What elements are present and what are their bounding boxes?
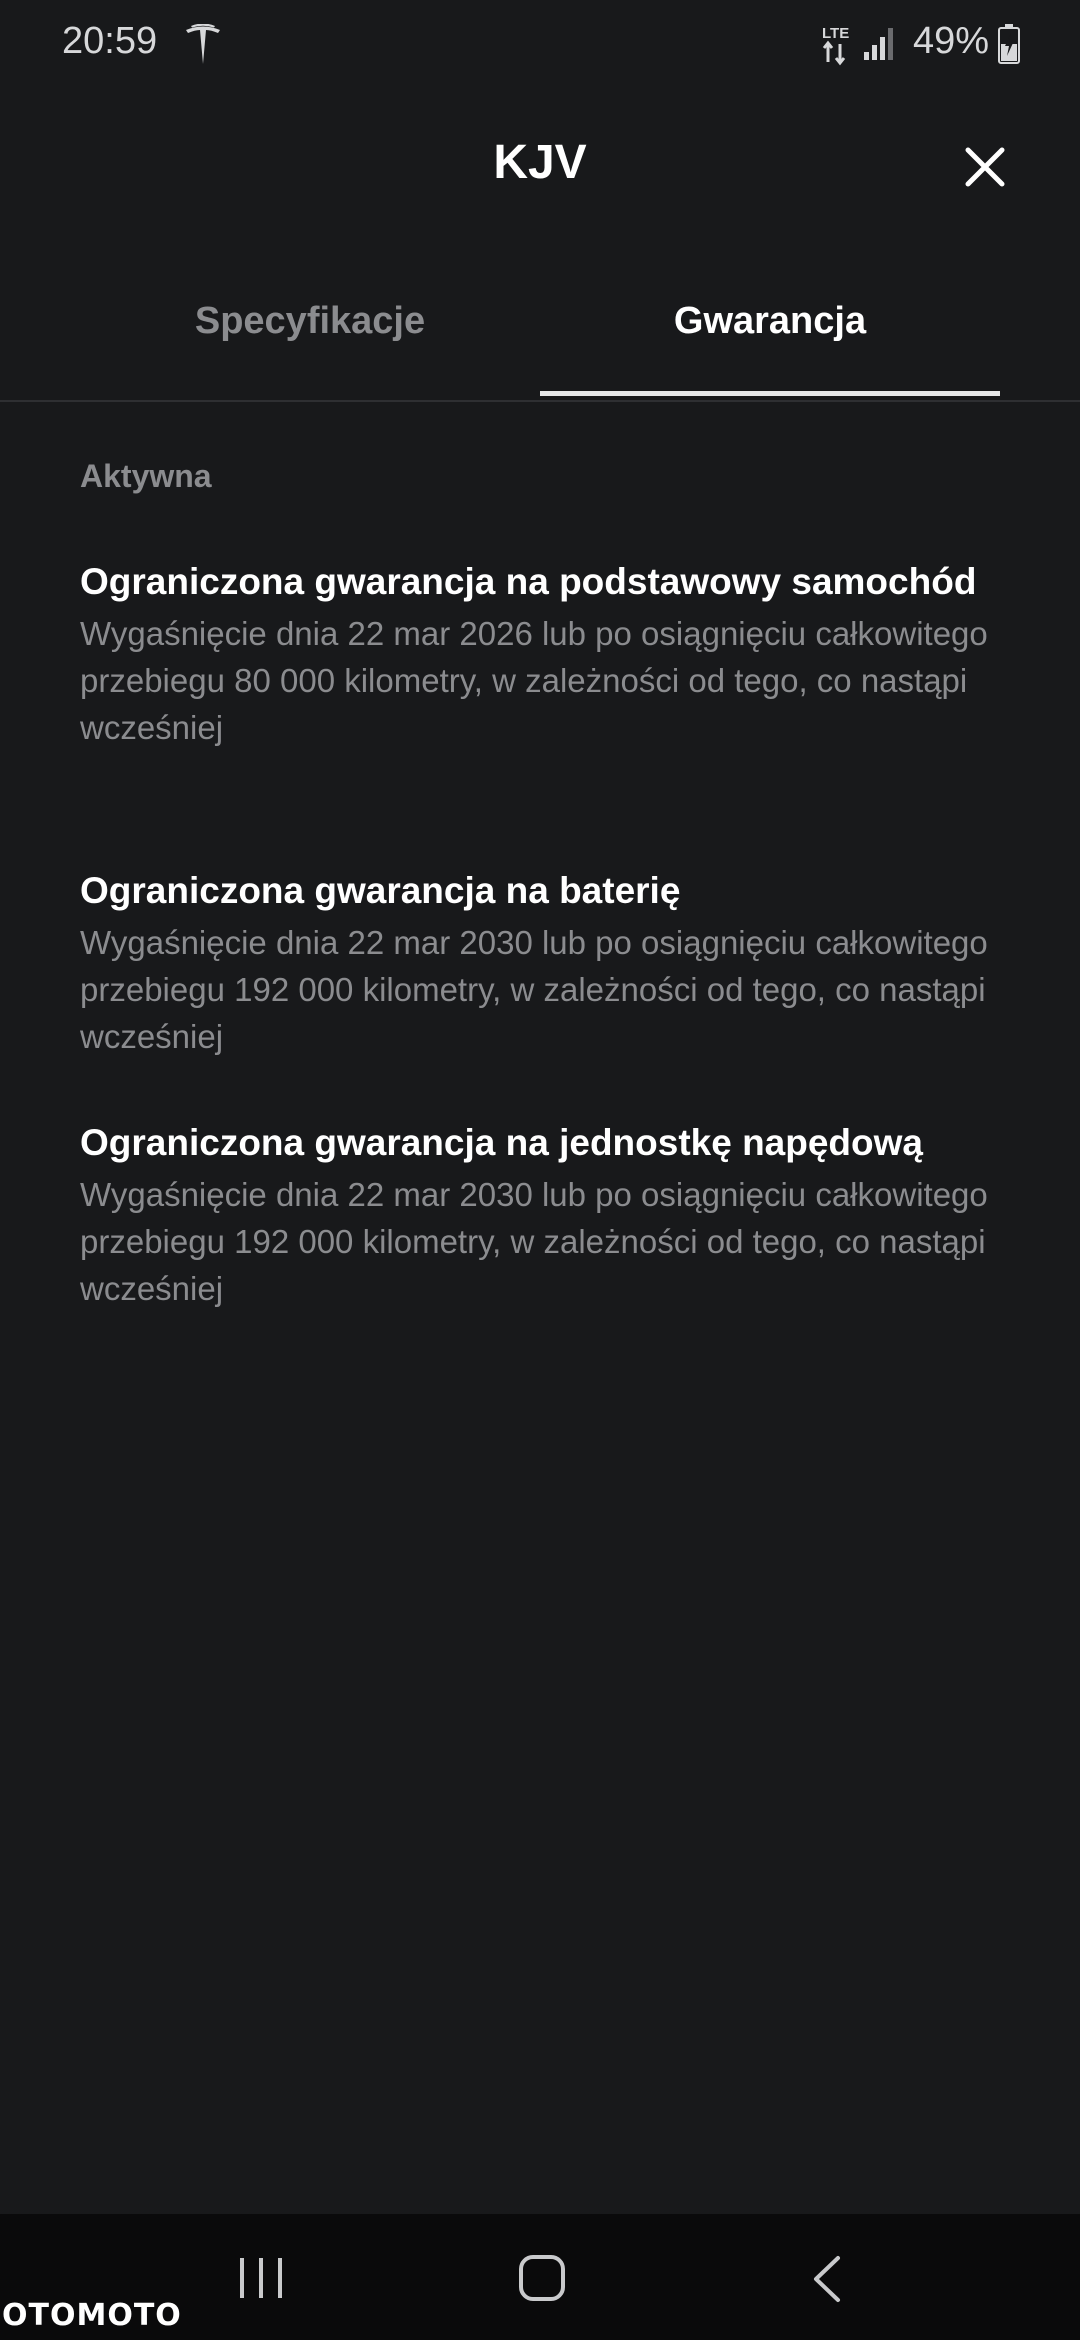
tab-specifications[interactable]: Specyfikacje <box>194 300 426 342</box>
section-label-active: Aktywna <box>80 458 212 494</box>
battery-charging-icon <box>998 24 1020 64</box>
warranty-item-battery <box>80 862 1010 1060</box>
otomoto-watermark: OTOMOTO <box>2 2298 182 2333</box>
warranty-title: Ograniczona gwarancja na podstawowy samochód <box>80 561 977 602</box>
close-icon[interactable] <box>960 142 1010 192</box>
back-icon[interactable] <box>808 2254 844 2304</box>
battery-percentage: 49% <box>913 20 990 62</box>
signal-icon <box>862 26 896 62</box>
warranty-title: Ograniczona gwarancja na jednostkę napędową <box>80 1122 923 1163</box>
status-bar <box>0 0 1080 90</box>
lte-icon <box>820 22 860 66</box>
lte-label: LTE <box>822 25 850 42</box>
status-time: 20:59 <box>62 20 158 62</box>
warranty-description: Wygaśnięcie dnia 22 mar 2030 lub po osiągnięciu całkowitego przebiegu 192 000 kilometry, w zależności od tego, co nastąpi wcześniej <box>80 924 988 1055</box>
recent-apps-icon[interactable] <box>236 2256 286 2300</box>
tab-warranty[interactable]: Gwarancja <box>673 300 867 342</box>
page-title: KJV <box>493 136 587 189</box>
warranty-description: Wygaśnięcie dnia 22 mar 2030 lub po osiągnięciu całkowitego przebiegu 192 000 kilometry, w zależności od tego, co nastąpi wcześniej <box>80 1176 988 1307</box>
active-tab-indicator <box>540 391 1000 396</box>
home-icon[interactable] <box>518 2254 566 2302</box>
tesla-logo-icon <box>184 24 222 66</box>
warranty-title: Ograniczona gwarancja na baterię <box>80 870 681 911</box>
warranty-item-basic-vehicle <box>80 553 1010 751</box>
warranty-description: Wygaśnięcie dnia 22 mar 2026 lub po osiągnięciu całkowitego przebiegu 80 000 kilometry, w zależności od tego, co nastąpi wcześniej <box>80 615 988 746</box>
tab-bar <box>0 290 1080 402</box>
warranty-item-drive-unit <box>80 1114 1010 1312</box>
